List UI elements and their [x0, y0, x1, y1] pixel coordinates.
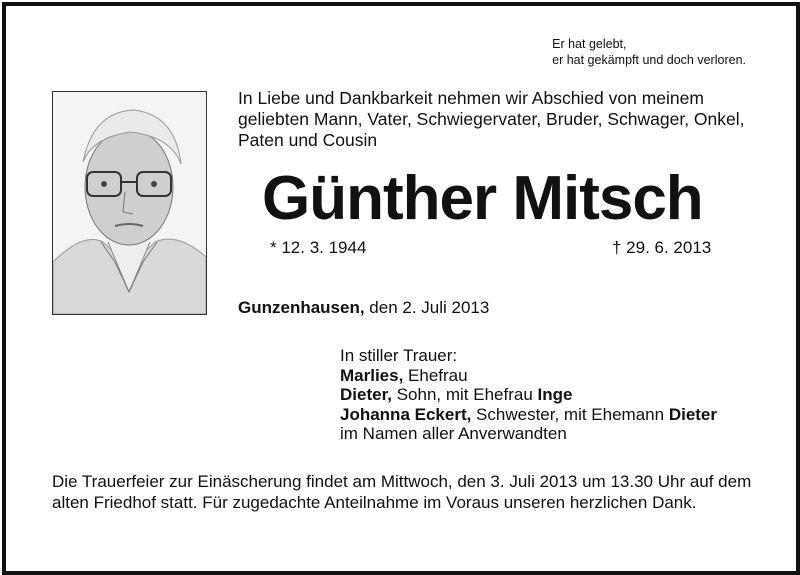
mourners-footer: im Namen aller Anverwandten: [340, 424, 567, 443]
motto: [552, 36, 746, 68]
mourner-spouse-name: Dieter: [668, 404, 717, 424]
mourner-name: Johanna Eckert,: [340, 404, 472, 424]
mourners-block: [340, 346, 717, 444]
mourner-relation: Sohn, mit Ehefrau: [391, 385, 538, 404]
death-date: † 29. 6. 2013: [612, 238, 712, 257]
mourner-line: [340, 385, 717, 405]
intro-text: In Liebe und Dankbarkeit nehmen wir Abschied von meinem geliebten Mann, Vater, Schwiegervater, Bruder, Schwager, Onkel, Paten und Cousin: [238, 88, 745, 150]
mourner-line: [340, 405, 717, 425]
portrait-photo: [52, 91, 207, 315]
place-date: [238, 298, 489, 318]
place-city: Gunzenhausen,: [238, 298, 365, 317]
motto-line-2: er hat gekämpft und doch verloren.: [552, 53, 746, 67]
motto-line-1: Er hat gelebt,: [552, 37, 627, 51]
mourner-spouse-name: Inge: [537, 385, 573, 404]
mourner-relation: Schwester, mit Ehemann: [471, 404, 669, 424]
mourner-line: [340, 366, 717, 386]
mourner-name: Dieter,: [340, 385, 392, 404]
mourner-relation: Ehefrau: [403, 365, 468, 385]
ceremony-text: Die Trauerfeier zur Einäscherung findet am Mittwoch, den 3. Juli 2013 um 13.30 Uhr auf dem alten Friedhof statt. Für zugedachte Anteilnahme im Voraus unseren herzlichen Dank.: [52, 472, 752, 512]
mourners-heading: In stiller Trauer:: [340, 346, 458, 365]
birth-date: * 12. 3. 1944: [270, 238, 367, 257]
place-date-text: den 2. Juli 2013: [364, 298, 490, 317]
deceased-name: Günther Mitsch: [262, 164, 703, 233]
mourner-name: Marlies,: [340, 365, 404, 385]
